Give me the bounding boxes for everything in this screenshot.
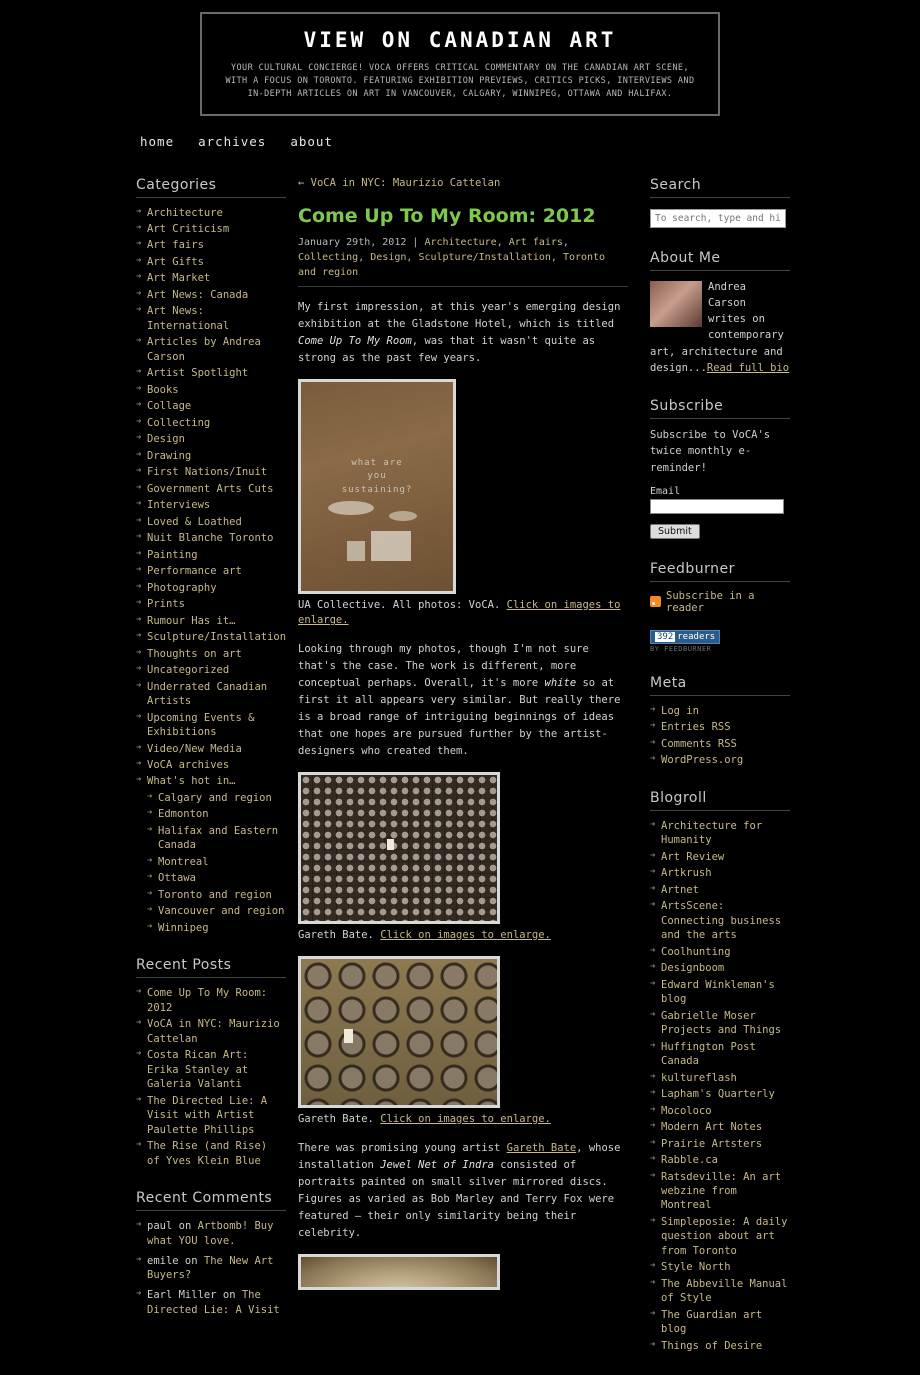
category-link[interactable]: VoCA archives: [147, 758, 230, 771]
recent-post-link[interactable]: VoCA in NYC: Maurizio Cattelan: [147, 1018, 280, 1045]
recent-posts-list: [136, 986, 286, 1168]
category-link[interactable]: Halifax and Eastern Canada: [158, 824, 279, 852]
feedburner-badge[interactable]: [650, 624, 790, 653]
avatar: [650, 281, 702, 327]
list-item[interactable]: [650, 1308, 790, 1337]
list-item[interactable]: [136, 597, 286, 611]
category-link[interactable]: Design: [147, 433, 185, 446]
list-item[interactable]: [136, 366, 286, 380]
category-link[interactable]: Calgary and region: [158, 791, 272, 804]
category-link[interactable]: Video/New Media: [147, 742, 242, 755]
search-input[interactable]: [650, 209, 786, 228]
list-item[interactable]: [136, 680, 286, 709]
subscribe-text: Subscribe to VoCA's twice monthly e-reminder!: [650, 429, 771, 474]
post-category-link[interactable]: Sculpture/Installation: [418, 251, 551, 263]
highlight-shape: [344, 1029, 353, 1043]
list-item[interactable]: [650, 1071, 790, 1085]
caption-text: Gareth Bate.: [298, 929, 381, 942]
category-link[interactable]: Sculpture/Installation: [147, 631, 287, 644]
list-item[interactable]: [650, 1087, 790, 1101]
submit-button[interactable]: Submit: [650, 524, 700, 539]
blogroll-link[interactable]: Artnet: [661, 883, 699, 896]
category-link[interactable]: Upcoming Events & Exhibitions: [147, 711, 255, 739]
blogroll-list: [650, 819, 790, 1353]
list-item[interactable]: [136, 498, 286, 512]
meta-title: Meta: [650, 675, 790, 696]
list-item[interactable]: [136, 531, 286, 545]
category-link[interactable]: Art News: International: [147, 305, 230, 332]
blogroll-link[interactable]: Coolhunting: [661, 945, 731, 958]
list-item[interactable]: [650, 1040, 790, 1069]
category-link[interactable]: Interviews: [147, 499, 211, 512]
category-link[interactable]: Ottawa: [158, 872, 196, 885]
category-link[interactable]: Drawing: [147, 449, 192, 462]
list-item[interactable]: [136, 1017, 286, 1046]
recent-posts-title: Recent Posts: [136, 957, 286, 978]
list-item[interactable]: [136, 986, 286, 1015]
nav-item-archives[interactable]: archives: [198, 133, 267, 149]
main-content: [298, 177, 628, 1375]
post-image-3[interactable]: [298, 956, 500, 1108]
nav-item-home[interactable]: home: [140, 133, 175, 149]
list-item[interactable]: [136, 416, 286, 430]
list-item[interactable]: [136, 647, 286, 661]
blogroll-link[interactable]: ArtsScene: Connecting business and the arts: [661, 900, 782, 942]
blogroll-link[interactable]: Architecture for Humanity: [661, 819, 763, 847]
list-item[interactable]: [136, 1254, 286, 1283]
list-item[interactable]: [136, 614, 286, 628]
list-item[interactable]: [136, 1048, 286, 1091]
category-link[interactable]: Architecture: [147, 206, 223, 219]
list-item[interactable]: [136, 1094, 286, 1137]
list-item[interactable]: [650, 1260, 790, 1274]
list-item[interactable]: [650, 1104, 790, 1118]
list-item[interactable]: [136, 238, 286, 252]
read-full-bio-link[interactable]: Read full bio: [706, 361, 790, 374]
category-link[interactable]: Artist Spotlight: [147, 367, 249, 380]
paragraph-text: , was that it wasn't quite as strong as the past few years.: [298, 334, 596, 364]
category-link[interactable]: Winnipeg: [158, 921, 209, 934]
post-paragraph-3: [298, 1140, 628, 1242]
blogroll-link[interactable]: Gabrielle Moser Projects and Things: [661, 1009, 782, 1037]
list-item[interactable]: [650, 866, 790, 880]
site-title: VIEW ON CANADIAN ART: [303, 28, 617, 52]
list-item[interactable]: [650, 978, 790, 1007]
category-link[interactable]: What's hot in…: [147, 775, 236, 788]
list-item[interactable]: [650, 819, 790, 848]
category-link[interactable]: First Nations/Inuit: [147, 466, 268, 479]
reader-count-number: 392: [657, 631, 674, 642]
meta-link[interactable]: WordPress.org: [661, 754, 744, 767]
list-item[interactable]: [650, 720, 790, 734]
list-item[interactable]: [650, 1170, 790, 1213]
blogroll-link[interactable]: Modern Art Notes: [661, 1121, 763, 1134]
list-item[interactable]: [650, 753, 790, 767]
category-link[interactable]: Art fairs: [147, 239, 204, 252]
list-item[interactable]: [136, 904, 286, 918]
blogroll-link[interactable]: The Abbeville Manual of Style: [661, 1277, 788, 1305]
comment-author: emile: [147, 1254, 179, 1267]
recent-post-link[interactable]: Come Up To My Room: 2012: [147, 987, 268, 1014]
list-item[interactable]: [136, 871, 286, 885]
feedburner-title: Feedburner: [650, 561, 790, 582]
recent-post-link[interactable]: Costa Rican Art: Erika Stanley at Galeria Valanti: [147, 1049, 249, 1091]
blogroll-link[interactable]: Designboom: [661, 962, 725, 975]
caption-text: UA Collective. All photos: VoCA.: [298, 598, 507, 611]
content-wrapper: [0, 177, 920, 1375]
exhibition-title: Come Up To My Room: [298, 334, 412, 347]
blogroll-widget: [650, 790, 790, 1353]
paragraph-text: so at first it all appears very similar. But really there is a broad range of intriguing beginnings of ideas that one hopes are pursued further by the artist-designers who created them.: [298, 677, 621, 758]
highlight-shape: [387, 839, 394, 850]
comment-post-link[interactable]: The New Art Buyers?: [147, 1254, 274, 1282]
comment-on-text: on: [216, 1288, 242, 1301]
list-item[interactable]: [136, 807, 286, 821]
blogroll-link[interactable]: Simpleposie: A daily question about art from Toronto: [661, 1215, 788, 1257]
list-item[interactable]: [136, 399, 286, 413]
nav-item-about[interactable]: about: [290, 133, 333, 149]
category-link[interactable]: Uncategorized: [147, 664, 230, 677]
site-tagline: YOUR CULTURAL CONCIERGE! VOCA OFFERS CRITICAL COMMENTARY ON THE CANADIAN ART SCENE, WITH A FOCUS ON TORONTO. FEATURING EXHIBITION PREVIEWS, CRITICS PICKS, INTERVIEWS AND IN-DEPTH ARTICLES ON ART IN VANCOUVER, CALGARY, WINNIPEG, OTTAWA AND HALIFAX.: [225, 63, 695, 100]
meta-list: [650, 704, 790, 768]
list-item[interactable]: [650, 1277, 790, 1306]
category-link[interactable]: Art Market: [147, 272, 211, 285]
comment-on-text: on: [178, 1254, 204, 1267]
artwork-title: Jewel Net of Indra: [380, 1158, 494, 1171]
post-image-1[interactable]: [298, 379, 456, 594]
blogroll-link[interactable]: Style North: [661, 1261, 731, 1274]
list-item[interactable]: [136, 1219, 286, 1248]
list-item[interactable]: [650, 704, 790, 718]
category-link[interactable]: Collage: [147, 400, 192, 413]
categories-widget: [136, 177, 286, 936]
categories-list: [136, 206, 286, 936]
blogroll-link[interactable]: Lapham's Quarterly: [661, 1088, 775, 1101]
list-item[interactable]: [136, 630, 286, 644]
blogroll-link[interactable]: Huffington Post Canada: [661, 1040, 756, 1068]
list-item[interactable]: [136, 206, 286, 220]
category-link[interactable]: Books: [147, 383, 179, 396]
blogroll-link[interactable]: Ratsdeville: An art webzine from Montreal: [661, 1170, 782, 1212]
disc-grid-pattern: [301, 775, 497, 921]
list-item[interactable]: [650, 737, 790, 751]
site-header: [200, 12, 720, 116]
category-link[interactable]: Nuit Blanche Toronto: [147, 532, 274, 545]
previous-post-link[interactable]: ← VoCA in NYC: Maurizio Cattelan: [298, 176, 501, 189]
list-item[interactable]: [136, 465, 286, 479]
category-link[interactable]: Art News: Canada: [147, 288, 249, 301]
list-item[interactable]: [136, 255, 286, 269]
about-me-title: About Me: [650, 250, 790, 271]
paragraph-text: Looking through my photos, though I'm not sure that's the case. The work is different, more conceptual perhaps. Overall, it's more: [298, 643, 589, 690]
post-meta: January 29th, 2012 | Architecture, Art fairs, Collecting, Design, Sculpture/Installation, Toronto and region: [298, 235, 628, 287]
list-item[interactable]: [650, 1137, 790, 1151]
category-link[interactable]: Collecting: [147, 416, 211, 429]
post-category-link[interactable]: Toronto and region: [298, 251, 606, 278]
search-widget: [650, 177, 790, 228]
category-link[interactable]: Montreal: [158, 855, 209, 868]
emphasis-word: white: [544, 677, 577, 690]
feedburner-widget: [650, 561, 790, 653]
list-item[interactable]: [136, 548, 286, 562]
list-item[interactable]: [650, 961, 790, 975]
list-item[interactable]: [136, 449, 286, 463]
list-item[interactable]: [650, 1153, 790, 1167]
category-link[interactable]: Photography: [147, 581, 217, 594]
image-caption-1: [298, 598, 628, 630]
list-item[interactable]: [650, 1339, 790, 1353]
list-item[interactable]: [650, 883, 790, 897]
recent-post-link[interactable]: The Rise (and Rise) of Yves Klein Blue: [147, 1140, 268, 1167]
category-link[interactable]: Government Arts Cuts: [147, 482, 274, 495]
list-item[interactable]: [136, 742, 286, 756]
category-link[interactable]: Loved & Loathed: [147, 515, 242, 528]
comment-on-text: on: [172, 1220, 198, 1233]
recent-comments-widget: [136, 1190, 286, 1317]
post-paragraph-2: [298, 641, 628, 760]
paragraph-text: My first impression, at this year's emerging design exhibition at the Gladstone Hotel, which is titled: [298, 300, 621, 330]
list-item[interactable]: [650, 1215, 790, 1258]
blogroll-link[interactable]: Rabble.ca: [661, 1154, 718, 1167]
list-item[interactable]: [136, 855, 286, 869]
category-link[interactable]: Articles by Andrea Carson: [147, 336, 261, 363]
subscribe-widget: [650, 398, 790, 539]
blogroll-link[interactable]: Prairie Artsters: [661, 1137, 763, 1150]
previous-post-nav[interactable]: [298, 177, 628, 189]
category-link[interactable]: Prints: [147, 598, 185, 611]
site-header-container: [0, 0, 920, 116]
enlarge-link[interactable]: Click on images to enlarge.: [380, 1112, 551, 1125]
about-me-widget: [650, 250, 790, 377]
list-item[interactable]: [136, 921, 286, 935]
list-item[interactable]: [650, 945, 790, 959]
blogroll-link[interactable]: The Guardian art blog: [661, 1308, 763, 1336]
post-category-link[interactable]: Architecture: [424, 236, 497, 248]
recent-comments-list: [136, 1219, 286, 1317]
caption-text: Gareth Bate.: [298, 1112, 381, 1125]
category-link[interactable]: Painting: [147, 548, 198, 561]
reader-count-label: readers: [677, 631, 716, 642]
blogroll-link[interactable]: Art Review: [661, 850, 725, 863]
category-link[interactable]: Vancouver and region: [158, 905, 285, 918]
category-link[interactable]: Thoughts on art: [147, 647, 242, 660]
list-item[interactable]: [650, 850, 790, 864]
list-item[interactable]: [136, 335, 286, 364]
category-link[interactable]: Toronto and region: [158, 888, 272, 901]
list-item[interactable]: [136, 432, 286, 446]
building-shape: [371, 531, 411, 561]
categories-title: Categories: [136, 177, 286, 198]
list-item[interactable]: [136, 564, 286, 578]
blogroll-link[interactable]: kultureflash: [661, 1071, 737, 1084]
comment-post-link[interactable]: Artbomb! Buy what YOU love.: [147, 1220, 274, 1247]
paragraph-text: , whose installation: [298, 1141, 621, 1171]
list-item[interactable]: [136, 304, 286, 333]
portrait-pattern: [301, 959, 497, 1105]
rss-icon: [650, 596, 661, 607]
subscribe-title: Subscribe: [650, 398, 790, 419]
list-item[interactable]: [136, 222, 286, 236]
post-date: January 29th, 2012: [298, 236, 407, 248]
post-category-link[interactable]: Design: [370, 251, 407, 263]
list-item[interactable]: [650, 899, 790, 942]
category-link[interactable]: Edmonton: [158, 808, 209, 821]
category-link[interactable]: Art Criticism: [147, 223, 230, 235]
category-link[interactable]: Art Gifts: [147, 255, 204, 268]
list-item[interactable]: [136, 711, 286, 740]
list-item[interactable]: [136, 288, 286, 302]
list-item[interactable]: [136, 482, 286, 496]
image-caption-2: [298, 928, 628, 944]
meta-link[interactable]: Comments RSS: [661, 737, 737, 750]
post-category-link[interactable]: Art fairs: [508, 236, 563, 248]
list-item[interactable]: [136, 1288, 286, 1317]
blogroll-link[interactable]: Mocoloco: [661, 1104, 712, 1117]
cloud-shape: [328, 501, 374, 515]
list-item[interactable]: [136, 271, 286, 285]
feedburner-attribution: BY FEEDBURNER: [650, 644, 712, 653]
list-item[interactable]: [136, 1139, 286, 1168]
list-item[interactable]: [136, 581, 286, 595]
category-link[interactable]: Underrated Canadian Artists: [147, 680, 268, 708]
building-shape: [347, 541, 365, 561]
blogroll-title: Blogroll: [650, 790, 790, 811]
image-overlay-text: what are you sustaining?: [341, 457, 413, 495]
list-item[interactable]: [136, 758, 286, 772]
comment-author: Earl Miller: [147, 1288, 217, 1301]
search-title: Search: [650, 177, 790, 198]
list-item[interactable]: [136, 791, 286, 805]
post-category-link[interactable]: Collecting: [298, 251, 359, 263]
post-image-2[interactable]: [298, 772, 500, 924]
list-item[interactable]: [650, 1120, 790, 1134]
left-sidebar: [136, 177, 286, 1375]
right-sidebar: [650, 177, 790, 1375]
recent-comments-title: Recent Comments: [136, 1190, 286, 1211]
paragraph-text: There was promising young artist: [298, 1141, 507, 1154]
list-item[interactable]: [136, 663, 286, 677]
paragraph-text: consisted of portraits painted on small silver mirrored discs. Figures as varied as Bob Marley and Terry Fox were featured – their only similarity being their celebrity.: [298, 1158, 615, 1239]
email-field[interactable]: [650, 499, 784, 514]
recent-post-link[interactable]: The Directed Lie: A Visit with Artist Paulette Phillips: [147, 1094, 268, 1136]
meta-link[interactable]: Entries RSS: [661, 721, 731, 734]
about-me-text: [650, 279, 790, 377]
category-link[interactable]: Rumour Has it…: [147, 614, 236, 627]
category-link[interactable]: Performance art: [147, 565, 242, 578]
artist-link[interactable]: Gareth Bate: [506, 1141, 577, 1154]
meta-link[interactable]: Log in: [661, 704, 699, 717]
blogroll-link[interactable]: Things of Desire: [661, 1339, 763, 1352]
blogroll-link[interactable]: Artkrush: [661, 867, 712, 880]
meta-separator: |: [406, 236, 425, 248]
page-title: Come Up To My Room: 2012: [298, 204, 596, 227]
recent-posts-widget: [136, 957, 286, 1168]
about-text-body: Andrea Carson writes on contemporary art, architecture and design...: [650, 280, 784, 374]
list-item[interactable]: [136, 774, 286, 788]
comment-post-link[interactable]: The Directed Lie: A Visit: [147, 1288, 280, 1316]
list-item[interactable]: [136, 515, 286, 529]
list-item[interactable]: [650, 1009, 790, 1038]
post-paragraph-1: [298, 299, 628, 367]
enlarge-link[interactable]: Click on images to enlarge.: [298, 598, 621, 627]
enlarge-link[interactable]: Click on images to enlarge.: [380, 929, 551, 942]
main-navigation: [140, 134, 920, 149]
list-item[interactable]: [136, 383, 286, 397]
list-item[interactable]: [136, 824, 286, 853]
comment-author: paul: [147, 1220, 173, 1233]
subscribe-reader-link[interactable]: Subscribe in a reader: [666, 589, 755, 614]
meta-widget: [650, 675, 790, 768]
post-image-4[interactable]: [298, 1254, 500, 1290]
list-item[interactable]: [136, 888, 286, 902]
cloud-shape: [389, 511, 417, 521]
blogroll-link[interactable]: Edward Winkleman's blog: [661, 978, 775, 1006]
email-label: Email: [650, 485, 681, 497]
feed-subscribe-row[interactable]: [650, 590, 790, 614]
reader-count-badge: [650, 630, 720, 644]
